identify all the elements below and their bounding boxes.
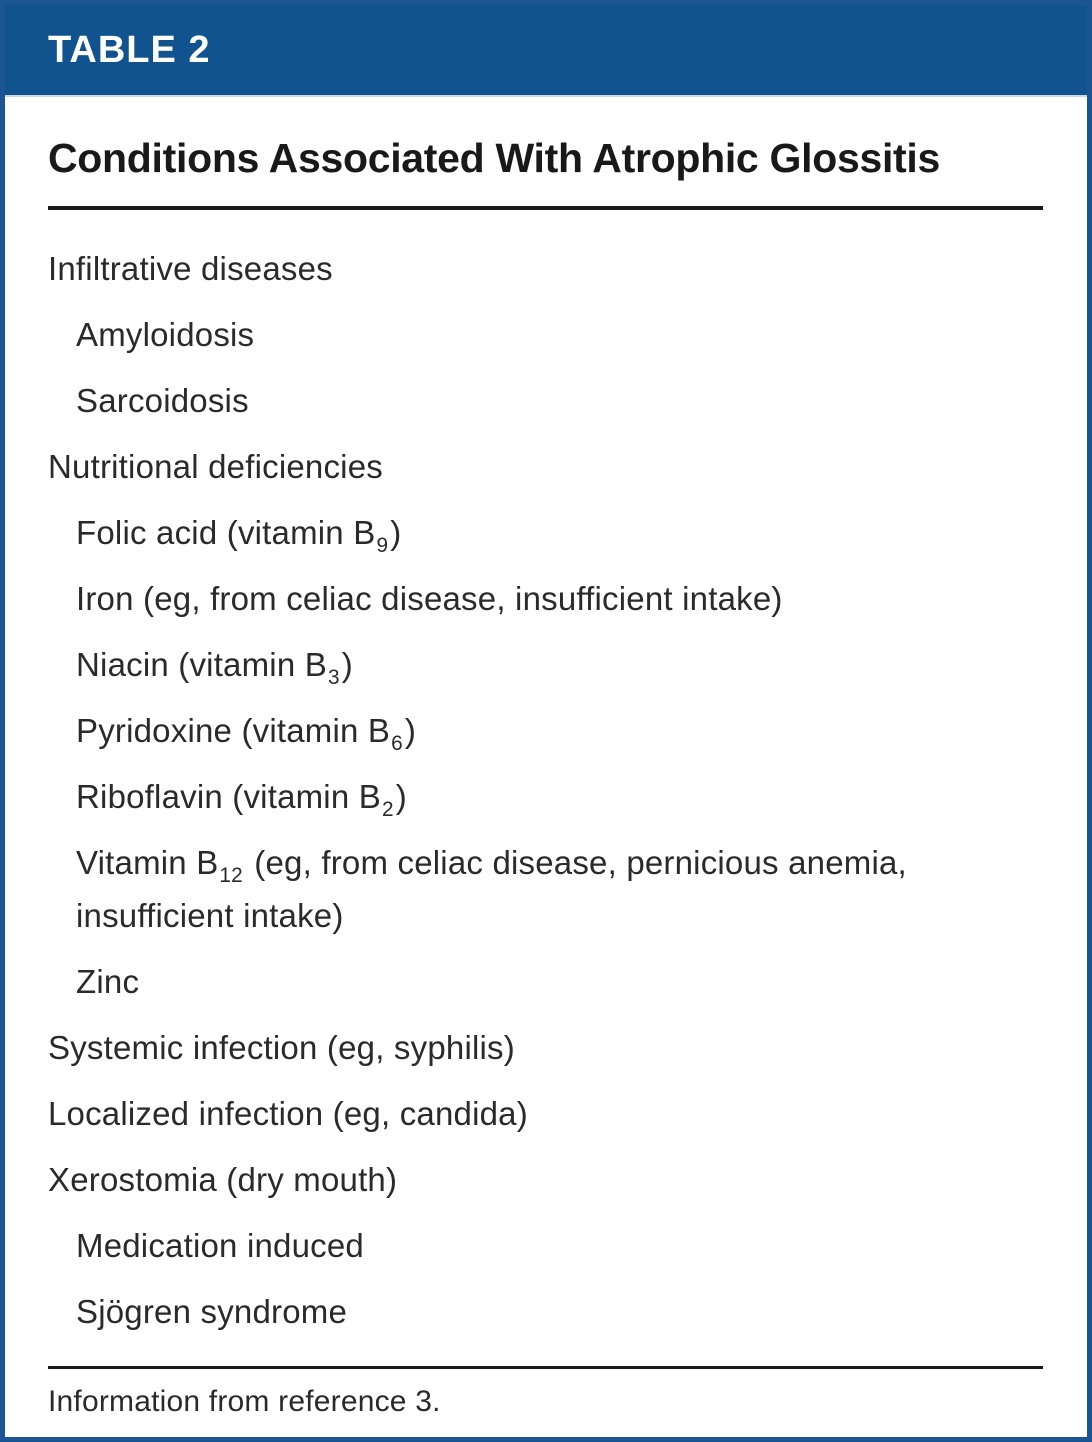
list-item: Medication induced [76,1227,364,1265]
list-item: Riboflavin (vitamin $B_2$) [76,778,407,821]
list-item: Amyloidosis [76,316,255,354]
list-item: Pyridoxine (vitamin $B_6$) [76,712,417,755]
list-item: Sarcoidosis [76,382,249,420]
list-item: Niacin (vitamin $B_3$) [76,646,353,689]
list-item: Zinc [76,963,140,1001]
footnote-rule [48,1366,1043,1369]
list-item: Iron (eg, from celiac disease, insufficient intake) [76,580,783,618]
title-rule [48,206,1043,210]
table-label: TABLE 2 [48,28,211,71]
list-item: Folic acid (vitamin $B_9$) [76,514,402,557]
list-item: Nutritional deficiencies [48,448,383,486]
list-item: Systemic infection (eg, syphilis) [48,1029,515,1067]
list-item: Xerostomia (dry mouth) [48,1161,398,1199]
table-banner [5,5,1087,97]
table-content [5,137,1087,1419]
table-title: Conditions Associated With Atrophic Glossitis [48,135,940,181]
list-item: Vitamin $B_{12}$ (eg, from celiac disease, pernicious anemia, insufficient intake) [76,844,907,935]
footnote: Information from reference 3. [48,1385,441,1419]
list-item: Sjögren syndrome [76,1293,348,1331]
list-item: Infiltrative diseases [48,250,333,288]
list-item: Localized infection (eg, candida) [48,1095,528,1133]
conditions-list [48,242,1043,1338]
